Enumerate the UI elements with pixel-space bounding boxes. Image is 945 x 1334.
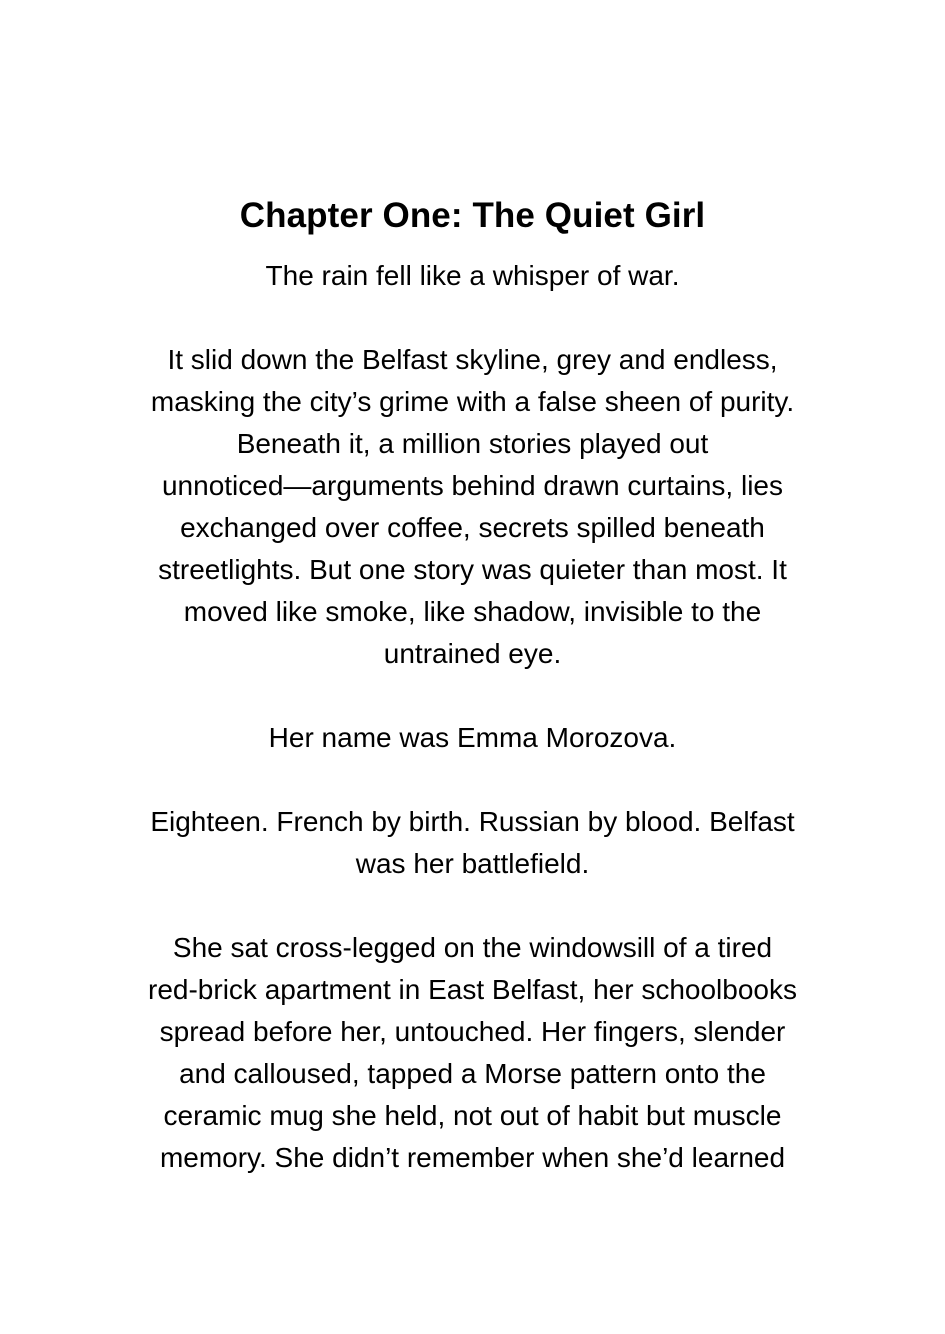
paragraph-2-line-1: It slid down the Belfast skyline, grey and endless, <box>167 344 778 375</box>
paragraph-4-line-2: was her battlefield. <box>355 848 590 879</box>
paragraph-5-line-1: She sat cross-legged on the windowsill of a tired <box>172 932 773 963</box>
chapter-title: Chapter One: The Quiet Girl <box>239 196 706 235</box>
paragraph-spacer <box>110 885 835 927</box>
paragraph-2-line-4: unnoticed—arguments behind drawn curtains, lies <box>161 470 784 501</box>
paragraph-2-line-7: moved like smoke, like shadow, invisible to the <box>183 596 762 627</box>
paragraph-2-line-5: exchanged over coffee, secrets spilled beneath <box>180 512 765 543</box>
paragraph-2-line-6: streetlights. But one story was quieter than most. It <box>158 554 787 585</box>
paragraph-5-line-5: ceramic mug she held, not out of habit but muscle <box>163 1100 782 1131</box>
paragraph-3-line-1: Her name was Emma Morozova. <box>268 722 677 753</box>
paragraph-2-line-3: Beneath it, a million stories played out <box>236 428 709 459</box>
chapter-body <box>110 255 835 1179</box>
paragraph-1-line-1: The rain fell like a whisper of war. <box>265 260 680 291</box>
paragraph-4-line-1: Eighteen. French by birth. Russian by blood. Belfast <box>150 806 795 837</box>
paragraph-2-line-8: untrained eye. <box>383 638 562 669</box>
paragraph-spacer <box>110 759 835 801</box>
paragraph-5-line-6: memory. She didn’t remember when she’d learned <box>159 1142 786 1173</box>
paragraph-spacer <box>110 675 835 717</box>
paragraph-5-line-3: spread before her, untouched. Her fingers, slender <box>159 1016 786 1047</box>
paragraph-spacer <box>110 297 835 339</box>
paragraph-2-line-2: masking the city’s grime with a false sheen of purity. <box>150 386 795 417</box>
document-content <box>110 193 835 1179</box>
paragraph-5-line-2: red-brick apartment in East Belfast, her schoolbooks <box>148 974 797 1005</box>
paragraph-5-line-4: and calloused, tapped a Morse pattern onto the <box>179 1058 766 1089</box>
